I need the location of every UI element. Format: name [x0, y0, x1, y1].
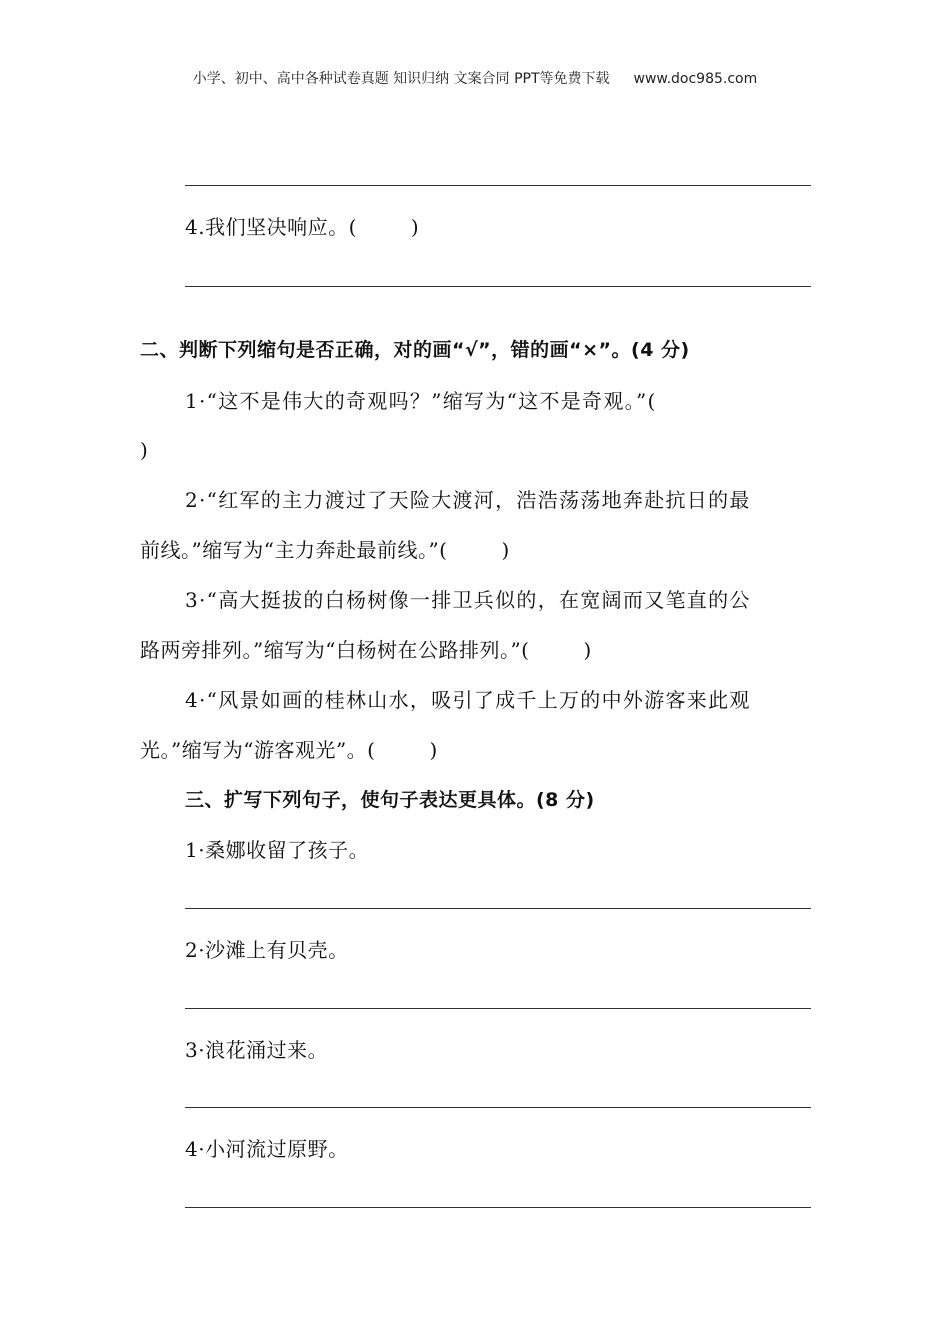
header-text: 小学、初中、高中各种试卷真题 知识归纳 文案合同 PPT等免费下载: [192, 71, 610, 87]
section3-title: 三、扩写下列句子，使句子表达更具体。(8 分): [185, 789, 595, 811]
s2-q2-line2-text: 前线。”缩写为“主力奔赴最前线。”(: [140, 538, 448, 562]
s2-q4-line2-text: 光。”缩写为“游客观光”。(: [140, 738, 376, 762]
s3-item-2: 2·沙滩上有贝壳。: [185, 938, 349, 962]
answer-line[interactable]: [185, 908, 811, 909]
s2-q2-line2: [140, 537, 510, 563]
close-paren: ): [410, 215, 420, 239]
s2-q1-line2: ): [140, 438, 149, 462]
close-paren: ): [583, 638, 592, 662]
s3-item-1: 1·桑娜收留了孩子。: [185, 838, 370, 862]
page-header: [0, 68, 950, 88]
close-paren: ): [429, 738, 438, 762]
s2-q4-line2: [140, 737, 438, 763]
close-paren: ): [501, 538, 510, 562]
s2-q3-line2: [140, 637, 592, 663]
s2-q3-line1: 3·“高大挺拔的白杨树像一排卫兵似的，在宽阔而又笔直的公: [185, 588, 751, 612]
s2-q2-line1: 2·“红军的主力渡过了天险大渡河，浩浩荡荡地奔赴抗日的最: [185, 488, 751, 512]
answer-line[interactable]: [185, 1207, 811, 1208]
s3-item-3: 3·浪花涌过来。: [185, 1038, 329, 1062]
part1-item-4: [185, 214, 419, 240]
answer-line[interactable]: [185, 1008, 811, 1009]
part1-item-4-text: 4.我们坚决响应。(: [185, 215, 357, 239]
answer-line[interactable]: [185, 1107, 811, 1108]
s3-item-4: 4·小河流过原野。: [185, 1137, 349, 1161]
s2-q1-line1: 1·“这不是伟大的奇观吗？”缩写为“这不是奇观。”(: [185, 389, 657, 413]
section2-title: 二、判断下列缩句是否正确，对的画“√”，错的画“×”。(4 分): [140, 339, 690, 361]
s2-q3-line2-text: 路两旁排列。”缩写为“白杨树在公路排列。”(: [140, 638, 530, 662]
header-site: www.doc985.com: [633, 71, 758, 87]
answer-line[interactable]: [185, 185, 811, 186]
answer-line[interactable]: [185, 286, 811, 287]
s2-q4-line1: 4·“风景如画的桂林山水，吸引了成千上万的中外游客来此观: [185, 688, 751, 712]
